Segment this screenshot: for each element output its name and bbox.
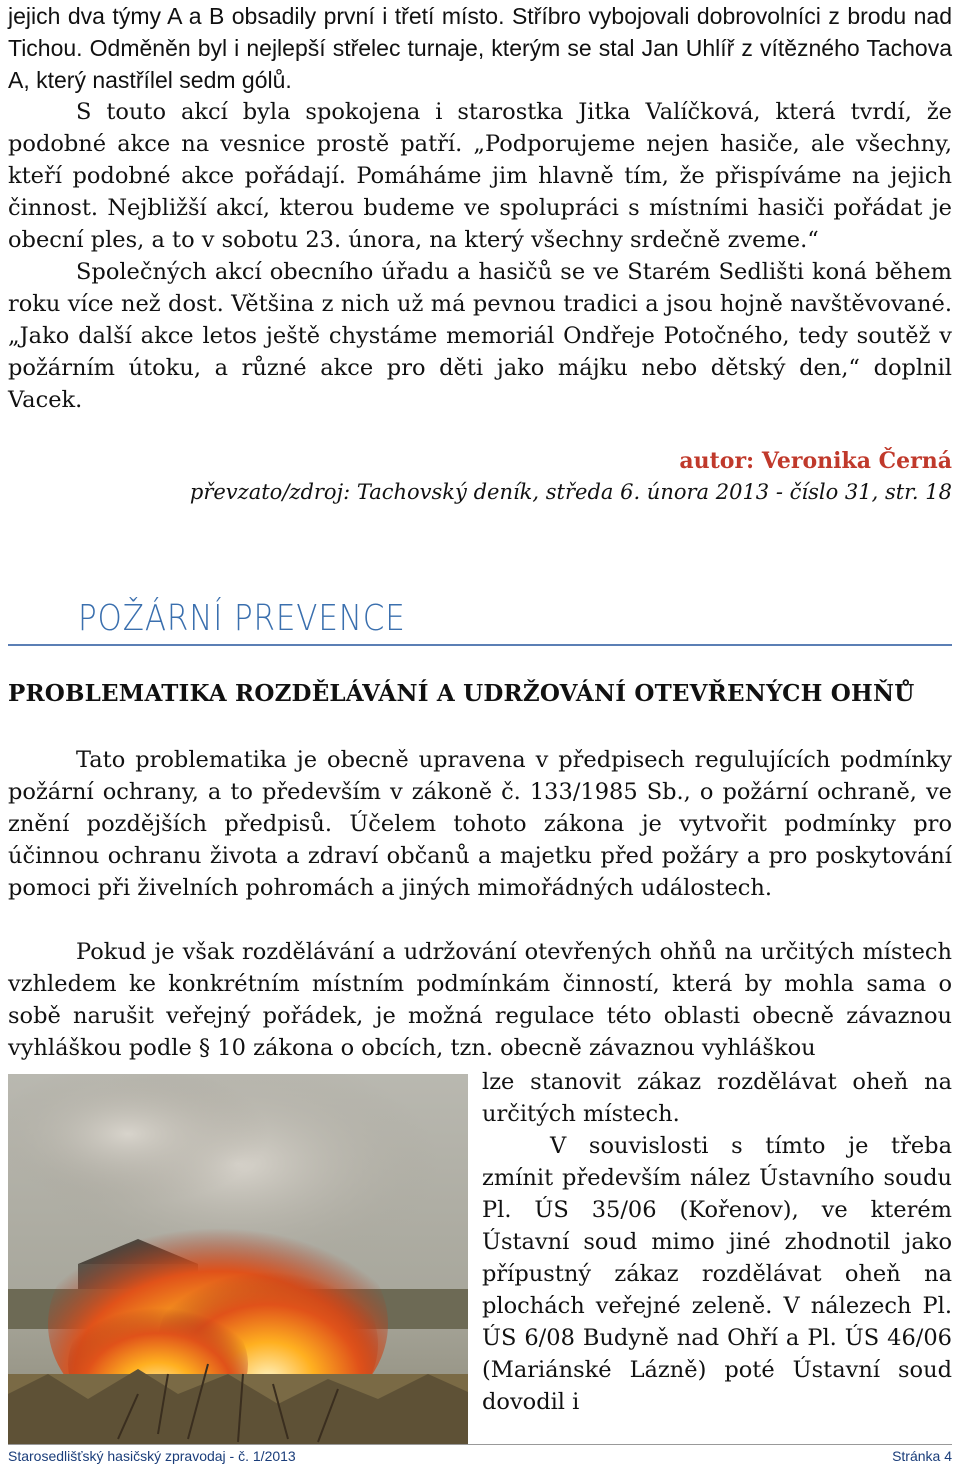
footer-publication: Starosedlišťský hasičský zpravodaj - č. 1/2013 [8, 1448, 296, 1464]
article-author: autor: Veronika Černá [679, 448, 952, 474]
section-title: POŽÁRNÍ PREVENCE [78, 598, 406, 639]
section-paragraph-2: Pokud je však rozdělávání a udržování otevřených ohňů na určitých místech vzhledem ke konkrétním místním podmínkám činností, která by mohla sama o sobě narušit veřejný pořádek, je možná regulace této oblasti obecně závaznou vyhláškou podle § 10 zákona o obcích, tzn. obecně závaznou vyhláškou [8, 939, 952, 1061]
section-heading: PROBLEMATIKA ROZDĚLÁVÁNÍ A UDRŽOVÁNÍ OTEVŘENÝCH OHŇŮ [8, 680, 915, 707]
footer-divider [8, 1444, 952, 1445]
article-source: převzato/zdroj: Tachovský deník, středa 6. února 2013 - číslo 31, str. 18 [189, 480, 952, 504]
fire-photo [8, 1074, 468, 1444]
section-paragraph-3 [482, 1066, 952, 1418]
footer-page-number: Stránka 4 [892, 1448, 952, 1464]
section-paragraph-1: Tato problematika je obecně upravena v předpisech regulujících podmínky požární ochrany, a to především v zákoně č. 133/1985 Sb., o požární ochraně, ve znění pozdějších předpisů. Účelem tohoto zákona je vytvořit podmínky pro účinnou ochranu života a zdraví občanů a majetku před požáry a pro poskytování pomoci při živelních pohromách a jiných mimořádných událostech. [8, 747, 952, 901]
article-paragraph-1: jejich dva týmy A a B obsadily první i třetí místo. Stříbro vybojovali dobrovolníci z brodu nad Tichou. Odměněn byl i nejlepší střelec turnaje, kterým se stal Jan Uhlíř z vítězného Tachova A, který nastřílel sedm gólů. [8, 3, 952, 93]
section-paragraph-3b: V souvislosti s tímto je třeba zmínit především nález Ústavního soudu Pl. ÚS 35/06 (Kořenov), ve kterém Ústavní soud mimo jiné zhodnotil jako přípustný zákaz rozdělávat oheň na plochách veřejné zeleně. V nálezech Pl. ÚS 6/08 Budyně nad Ohří a Pl. ÚS 46/06 (Mariánské Lázně) poté Ústavní soud dovodil i [482, 1133, 952, 1415]
fire-photo-illustration [8, 1074, 468, 1444]
article-paragraph-2: S touto akcí byla spokojena i starostka Jitka Valíčková, která tvrdí, že podobné akce na vesnice prostě patří. „Podporujeme nejen hasiče, ale všechny, kteří podobné akce pořádají. Pomáháme jim hlavně tím, že přispíváme na jejich činnost. Nejbližší akcí, kterou budeme ve spolupráci s místními hasiči pořádat je obecní ples, a to v sobotu 23. února, na který všechny srdečně zveme.“ [8, 99, 952, 253]
section-paragraph-3a: lze stanovit zákaz rozdělávat oheň na určitých místech. [482, 1069, 952, 1127]
section-divider [8, 644, 952, 646]
article-paragraph-3: Společných akcí obecního úřadu a hasičů se ve Starém Sedlišti koná během roku více než dost. Většina z nich už má pevnou tradici a jsou hojně navštěvované. „Jako další akce letos ještě chystáme memoriál Ondřeje Potočného, tedy soutěž v požárním útoku, a různé akce pro děti jako májku nebo dětský den,“ doplnil Vacek. [8, 259, 952, 413]
